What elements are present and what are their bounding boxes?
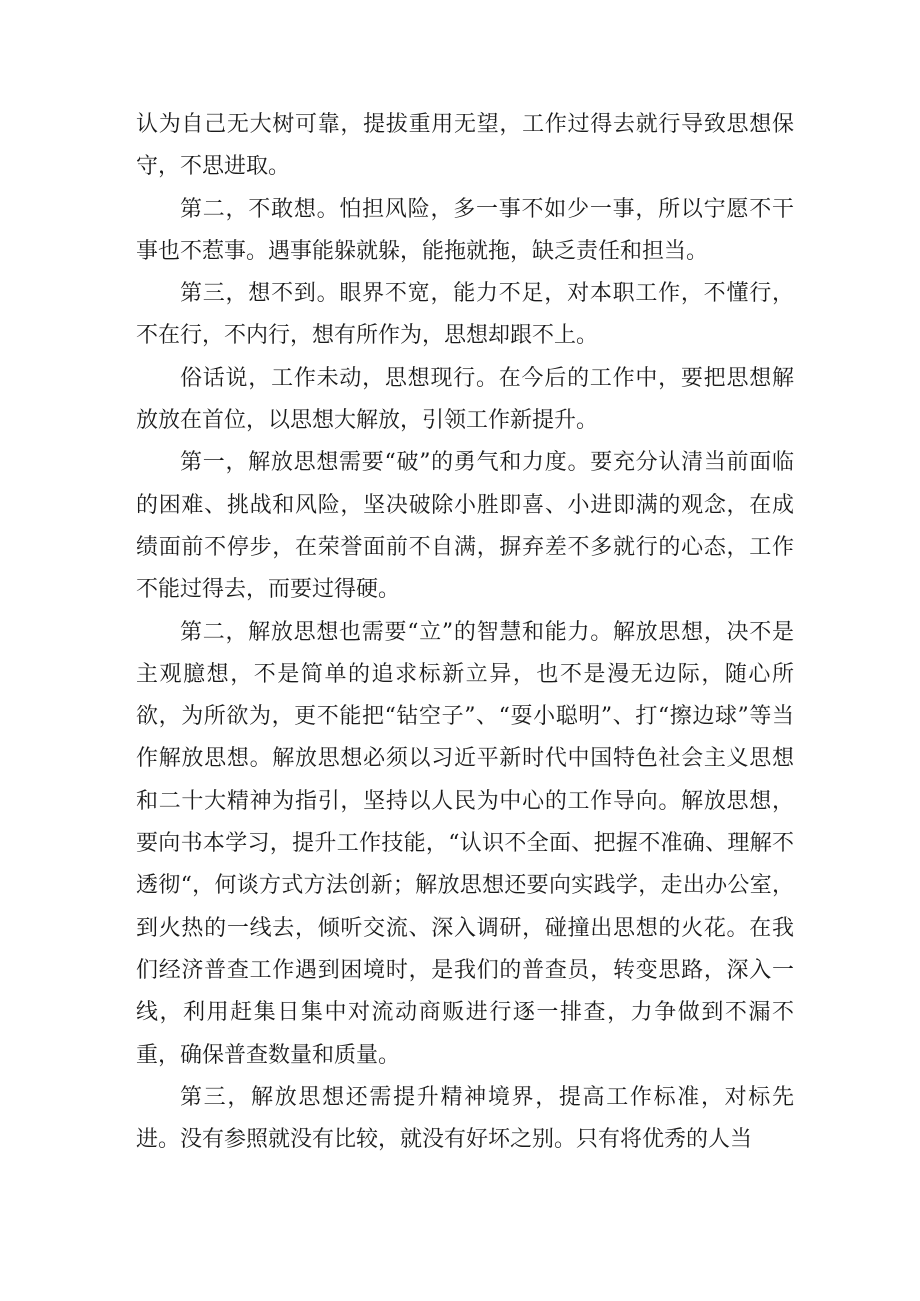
- paragraph-4: 俗话说，工作未动，思想现行。在今后的工作中，要把思想解放放在首位，以思想大解放，引领工作新提升。: [136, 365, 794, 434]
- document-page: [136, 104, 794, 1161]
- paragraph-2: 第二，不敢想。怕担风险，多一事不如少一事，所以宁愿不干事也不惹事。遇事能躲就躲，能拖就拖，缺乏责任和担当。: [136, 196, 794, 264]
- paragraph-5: 第一，解放思想需要“破”的勇气和力度。要充分认清当前面临的困难、挑战和风险，坚决破除小胜即喜、小进即满的观念，在成绩面前不停步，在荣誉面前不自满，摒弃差不多就行的心态，工作不能过得去，而要过得硬。: [136, 450, 794, 603]
- paragraph-1: 认为自己无大树可靠，提拔重用无望，工作过得去就行导致思想保守，不思进取。: [136, 112, 794, 180]
- paragraph-6: 第二，解放思想也需要“立”的智慧和能力。解放思想，决不是主观臆想，不是简单的追求标新立异，也不是漫无边际，随心所欲，为所欲为，更不能把“钻空子”、“耍小聪明”、打“擦边球”等当作解放思想。解放思想必须以习近平新时代中国特色社会主义思想和二十大精神为指引，坚持以人民为中心的工作导向。解放思想，要向书本学习，提升工作技能，“认识不全面、把握不准确、理解不透彻“，何谈方式方法创新；解放思想还要向实践学，走出办公室，到火热的一线去，倾听交流、深入调研，碰撞出思想的火花。在我们经济普查工作遇到困境时，是我们的普查员，转变思路，深入一线，利用赶集日集中对流动商贩进行逐一排查，力争做到不漏不重，确保普查数量和质量。: [136, 619, 795, 1068]
- paragraph-7: 第三，解放思想还需提升精神境界，提高工作标准，对标先进。没有参照就没有比较，就没有好坏之别。只有将优秀的人当: [136, 1084, 794, 1153]
- paragraph-3: 第三，想不到。眼界不宽，能力不足，对本职工作，不懂行，不在行，不内行，想有所作为，思想却跟不上。: [136, 281, 794, 349]
